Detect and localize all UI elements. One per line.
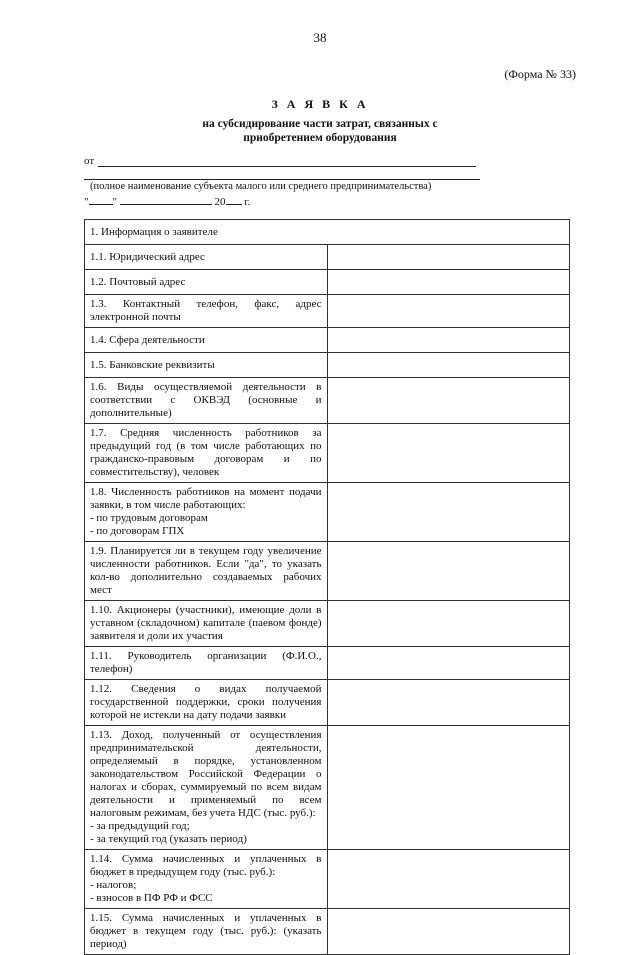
row-label: 1.6. Виды осуществляемой деятельности в соответствии с ОКВЭД (основные и дополнительные): [85, 378, 328, 424]
from-label: от: [84, 155, 95, 167]
year-field[interactable]: [226, 194, 242, 205]
day-field[interactable]: [89, 194, 113, 205]
row-label: 1.7. Средняя численность работников за предыдущий год (в том числе работающих по гражданско-правовым договорам и по совместительству), человек: [85, 424, 328, 483]
answer-cell[interactable]: [327, 542, 570, 601]
year-prefix: 20: [214, 196, 226, 208]
subtitle-line-2: приобретением оборудования: [243, 132, 397, 144]
table-row: [85, 270, 570, 295]
row-label: 1.2. Почтовый адрес: [85, 270, 328, 295]
applicant-info-table: [84, 219, 570, 955]
answer-cell[interactable]: [327, 353, 570, 378]
table-row: [85, 378, 570, 424]
answer-cell[interactable]: [327, 378, 570, 424]
date-quote-open: ": [84, 196, 89, 208]
answer-cell[interactable]: [327, 295, 570, 328]
row-subitem: - по договорам ГПХ: [90, 525, 185, 537]
answer-cell[interactable]: [327, 270, 570, 295]
row-label: 1.12. Сведения о видах получаемой государственной поддержки, сроки получения которой не истекли на дату подачи заявки: [85, 680, 328, 726]
row-label: 1.4. Сфера деятельности: [85, 328, 328, 353]
row-subitem: - за предыдущий год;: [90, 820, 190, 832]
table-row: [85, 220, 570, 245]
row-label: [85, 726, 328, 850]
table-row: [85, 328, 570, 353]
row-label: 1.5. Банковские реквизиты: [85, 353, 328, 378]
row-label: 1.1. Юридический адрес: [85, 245, 328, 270]
answer-cell[interactable]: [327, 483, 570, 542]
table-row: [85, 726, 570, 850]
subtitle-line-1: на субсидирование части затрат, связанных с: [202, 118, 438, 130]
document-title: З А Я В К А: [271, 97, 369, 111]
table-row: [85, 680, 570, 726]
answer-cell[interactable]: [327, 647, 570, 680]
answer-cell[interactable]: [327, 909, 570, 955]
date-quote-close: ": [112, 196, 117, 208]
applicant-name-field-continued[interactable]: [84, 179, 480, 180]
table-row: [85, 245, 570, 270]
row-label-text: 1.8. Численность работников на момент подачи заявки, в том числе работающих:: [90, 486, 322, 511]
row-subitem: - за текущий год (указать период): [90, 833, 247, 845]
table-row: [85, 850, 570, 909]
row-label-text: 1.13. Доход, полученный от осуществления предпринимательской деятельности, определяемый в порядке, установленном законодательством Российской Федерации о налогах и сборах, суммируемый по всем видам деятельности и применяемый по всем налоговым режимам, без учета НДС (тыс. руб.):: [90, 729, 322, 819]
table-row: [85, 483, 570, 542]
row-subitem: - налогов;: [90, 879, 137, 891]
answer-cell[interactable]: [327, 601, 570, 647]
answer-cell[interactable]: [327, 850, 570, 909]
page-number: 38: [313, 30, 327, 45]
answer-cell[interactable]: [327, 245, 570, 270]
answer-cell[interactable]: [327, 680, 570, 726]
row-subitem: - по трудовым договорам: [90, 512, 208, 524]
date-line: [84, 194, 250, 208]
row-subitem: - взносов в ПФ РФ и ФСС: [90, 892, 213, 904]
row-label: [85, 483, 328, 542]
row-label: [85, 850, 328, 909]
form-number: (Форма № 33): [504, 67, 576, 81]
table-row: [85, 647, 570, 680]
table-row: [85, 601, 570, 647]
row-label: 1.9. Планируется ли в текущем году увеличение численности работников. Если "да", то указать кол-во дополнительно создаваемых рабочих мест: [85, 542, 328, 601]
row-label-text: 1.14. Сумма начисленных и уплаченных в бюджет в предыдущем году (тыс. руб.):: [90, 853, 322, 878]
row-label: 1.3. Контактный телефон, факс, адрес электронной почты: [85, 295, 328, 328]
table-row: [85, 424, 570, 483]
document-subtitle: [0, 117, 640, 145]
row-label: 1.10. Акционеры (участники), имеющие доли в уставном (складочном) капитале (паевом фонде) заявителя и доли их участия: [85, 601, 328, 647]
answer-cell[interactable]: [327, 424, 570, 483]
applicant-name-caption: (полное наименование субъекта малого или среднего предпринимательства): [90, 181, 432, 192]
answer-cell[interactable]: [327, 726, 570, 850]
table-row: [85, 353, 570, 378]
table-row: [85, 909, 570, 955]
applicant-name-field[interactable]: [98, 166, 476, 167]
answer-cell[interactable]: [327, 328, 570, 353]
row-label: 1.11. Руководитель организации (Ф.И.О., телефон): [85, 647, 328, 680]
year-suffix: г.: [244, 196, 251, 208]
table-row: [85, 295, 570, 328]
month-field[interactable]: [120, 194, 212, 205]
section-heading: 1. Информация о заявителе: [85, 220, 570, 245]
row-label: 1.15. Сумма начисленных и уплаченных в бюджет в текущем году (тыс. руб.): (указать период): [85, 909, 328, 955]
table-row: [85, 542, 570, 601]
